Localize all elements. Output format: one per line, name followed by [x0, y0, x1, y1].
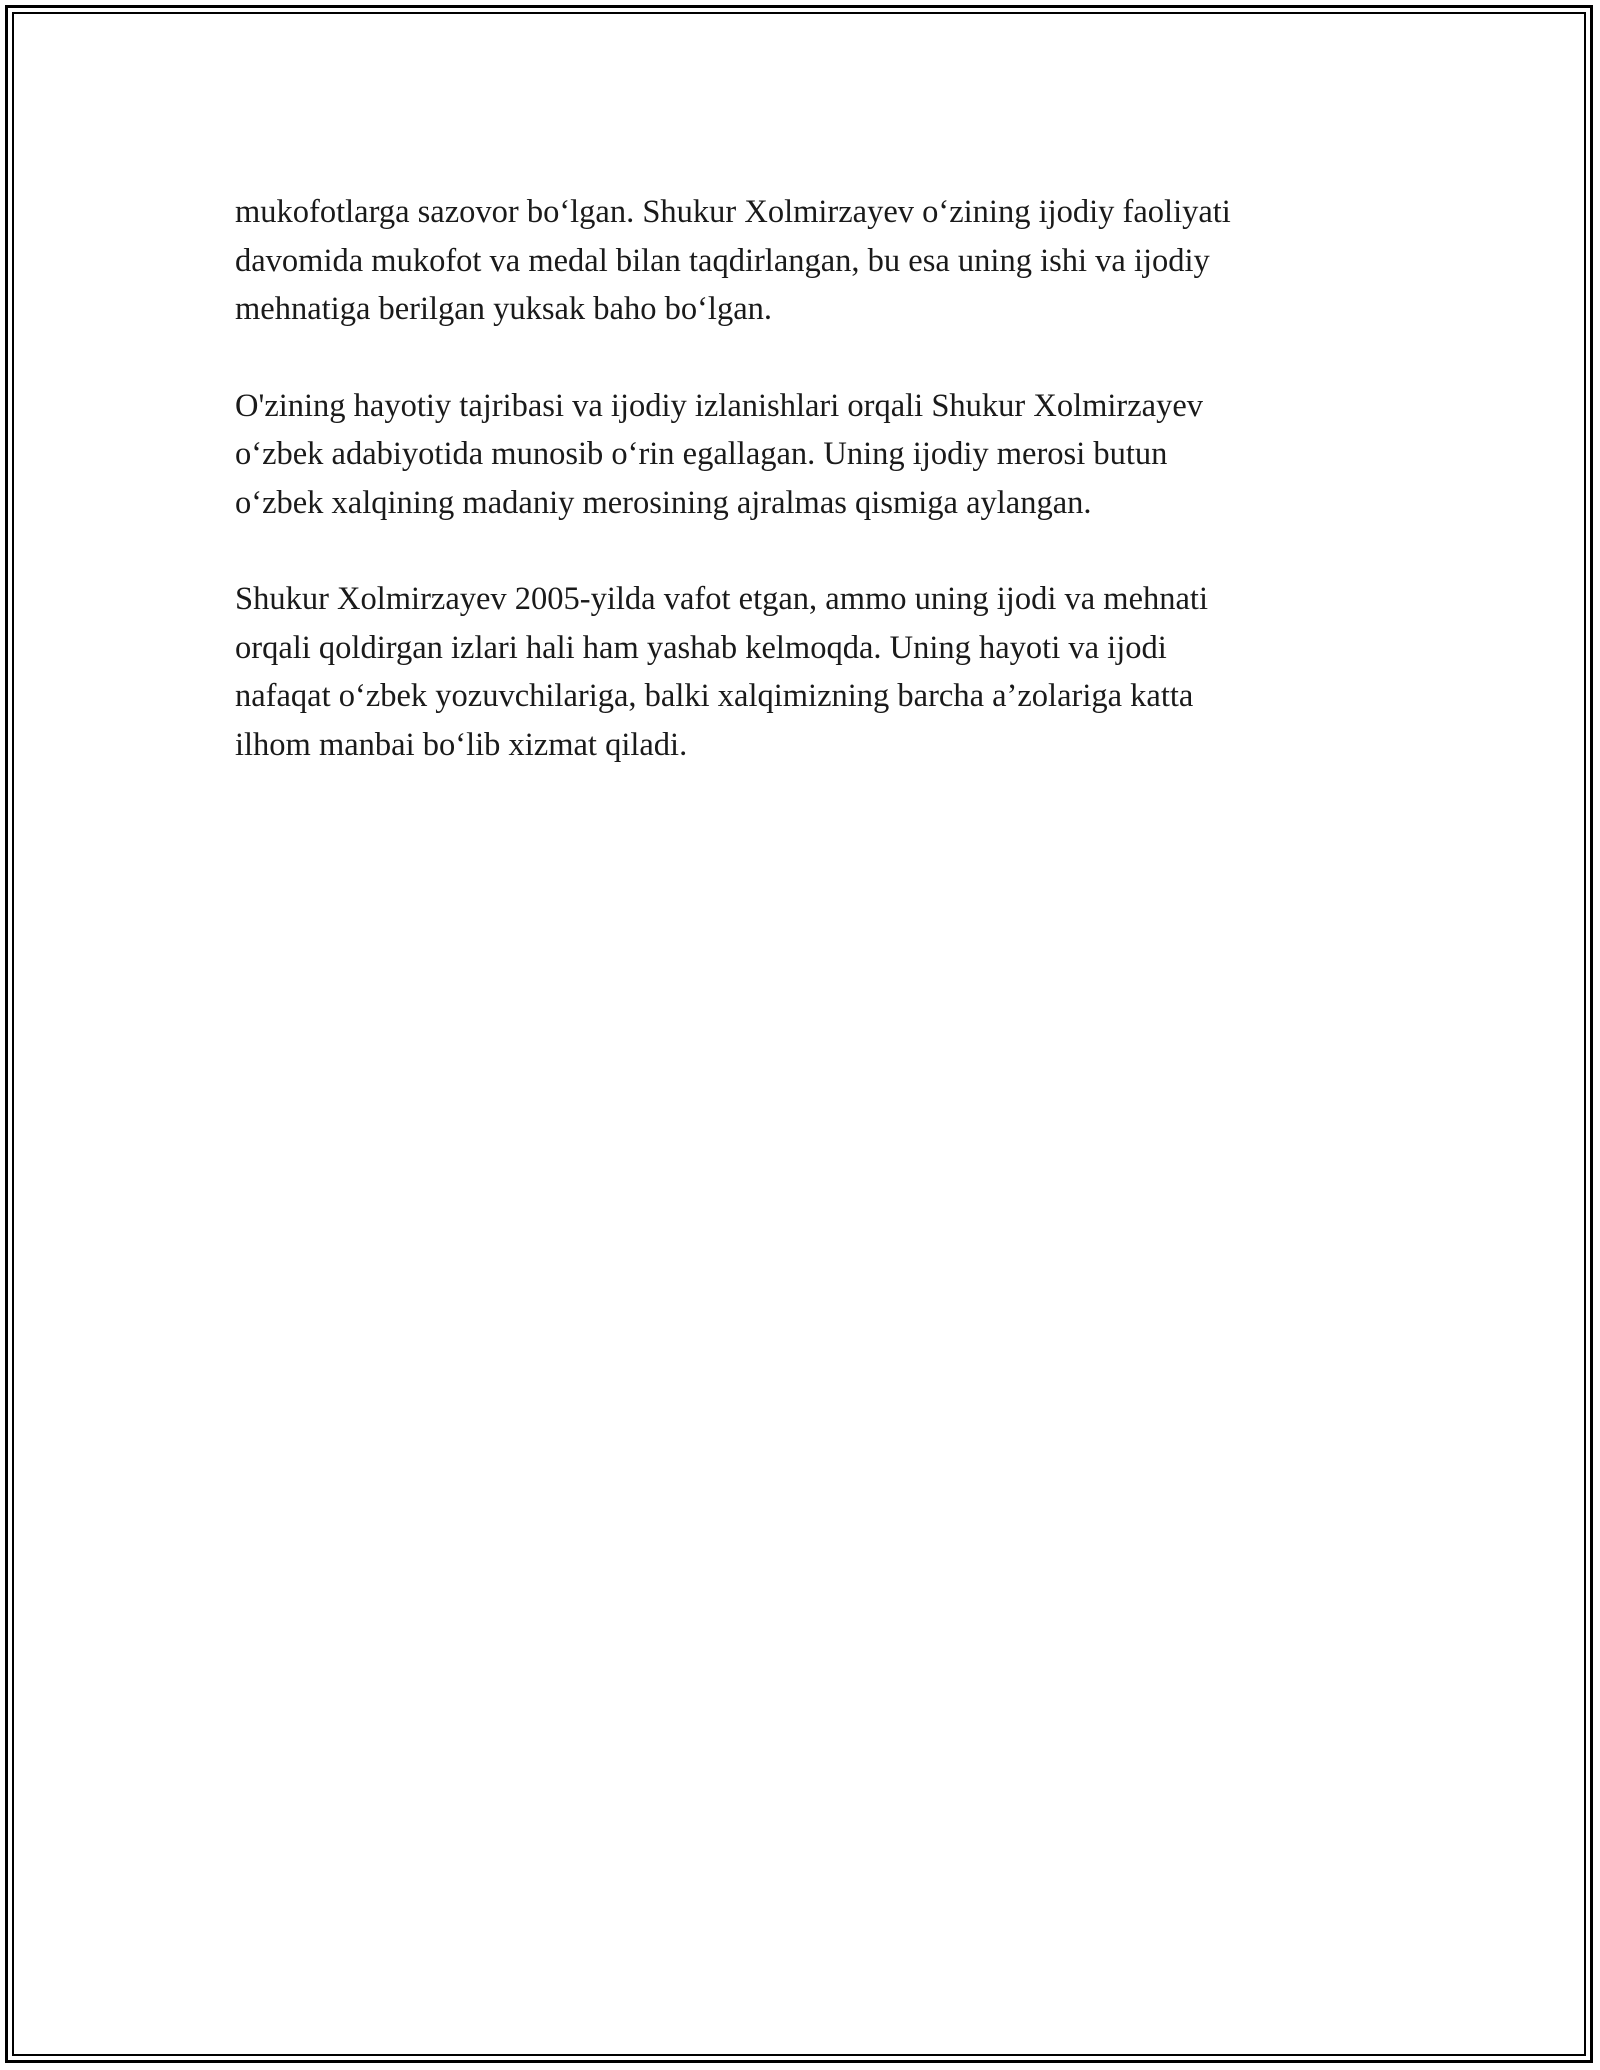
- text-line: mehnatiga berilgan yuksak baho bo‘lgan.: [235, 291, 772, 327]
- text-line: O'zining hayotiy tajribasi va ijodiy izlanishlari orqali Shukur Xolmirzayev: [235, 387, 1204, 424]
- paragraph-3: [235, 575, 1365, 769]
- text-line: davomida mukofot va medal bilan taqdirlangan, bu esa uning ishi va ijodiy: [235, 242, 1210, 279]
- paragraph-2: [235, 382, 1365, 528]
- text-line: mukofotlarga sazovor bo‘lgan. Shukur Xolmirzayev o‘zining ijodiy faoliyati: [235, 194, 1231, 230]
- document-body: [235, 188, 1365, 817]
- paragraph-1: [235, 188, 1365, 334]
- text-line: Shukur Xolmirzayev 2005-yilda vafot etgan, ammo uning ijodi va mehnati: [235, 581, 1208, 617]
- text-line: o‘zbek adabiyotida munosib o‘rin egallagan. Uning ijodiy merosi butun: [235, 436, 1168, 472]
- text-line: o‘zbek xalqining madaniy merosining ajralmas qismiga aylangan.: [235, 484, 1092, 521]
- text-line: orqali qoldirgan izlari hali ham yashab kelmoqda. Uning hayoti va ijodi: [235, 629, 1167, 666]
- text-line: nafaqat o‘zbek yozuvchilariga, balki xalqimizning barcha a’zolariga katta: [235, 678, 1194, 714]
- text-line: ilhom manbai bo‘lib xizmat qiladi.: [235, 726, 688, 763]
